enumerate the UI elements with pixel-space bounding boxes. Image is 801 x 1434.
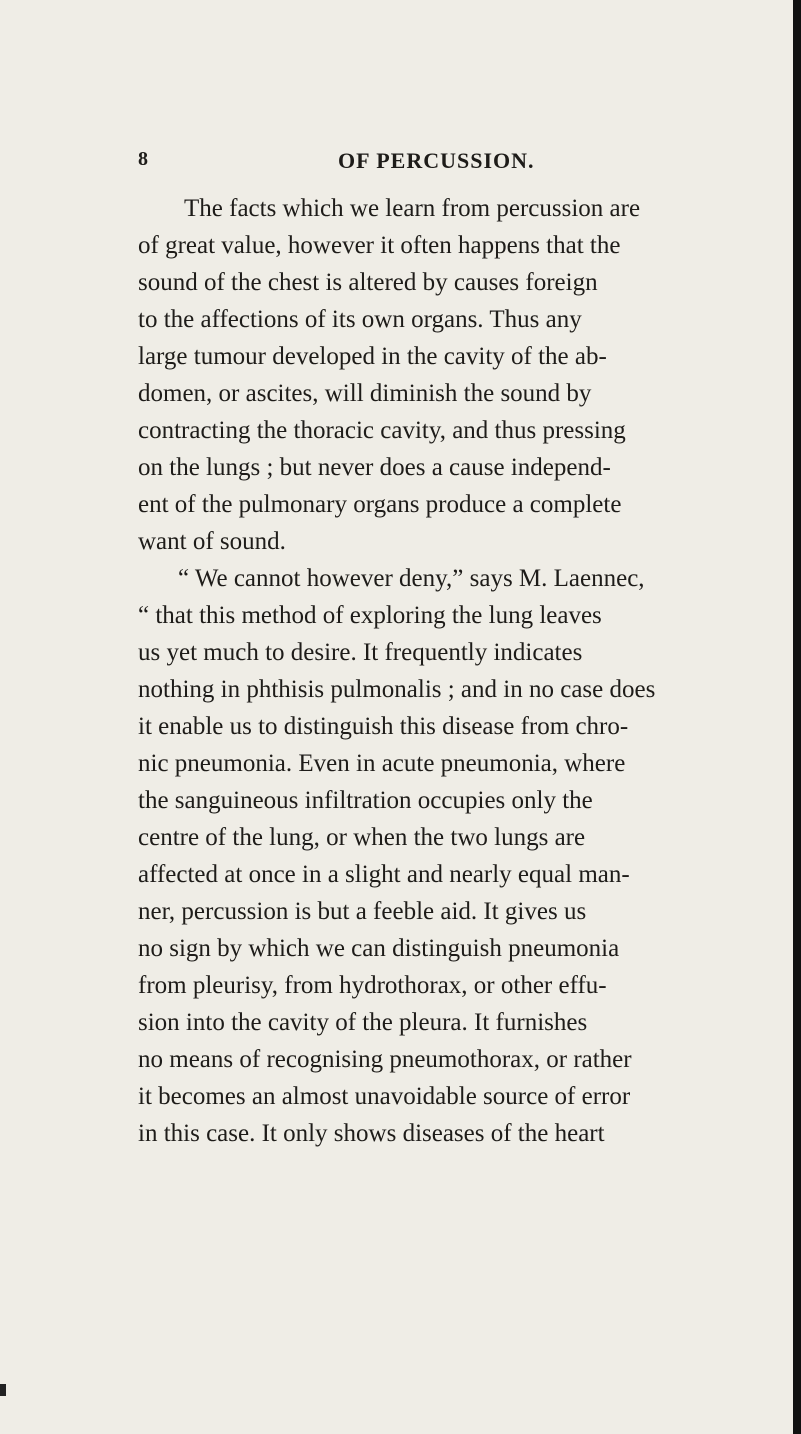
text-line: to the affections of its own organs. Thus any [138,306,582,333]
text-line: The facts which we learn from percussion are [184,195,641,222]
text-line: want of sound. [138,528,286,555]
text-line: ent of the pulmonary organs produce a complete [138,491,622,518]
body-text [138,190,738,1152]
text-line: it enable us to distinguish this disease from chro- [138,713,629,740]
text-line: “ that this method of exploring the lung leaves [138,602,602,629]
page-number: 8 [138,148,149,170]
text-line: large tumour developed in the cavity of the ab- [138,343,607,370]
text-line: the sanguineous infiltration occupies only the [138,787,593,814]
text-line: ner, percussion is but a feeble aid. It gives us [138,898,587,925]
text-line: affected at once in a slight and nearly equal man- [138,861,630,888]
text-line: nothing in phthisis pulmonalis ; and in no case does [138,676,656,703]
text-line: domen, or ascites, will diminish the sound by [138,380,592,407]
page-edge-shadow [793,0,801,1434]
page-title: OF PERCUSSION. [338,148,535,173]
text-line: no sign by which we can distinguish pneumonia [138,935,620,962]
scan-mark [0,1384,6,1396]
text-line: contracting the thoracic cavity, and thus pressing [138,417,626,444]
text-line: sion into the cavity of the pleura. It furnishes [138,1009,588,1036]
text-line: sound of the chest is altered by causes foreign [138,269,598,296]
text-line: of great value, however it often happens that the [138,232,621,259]
running-head [138,148,658,178]
text-line: centre of the lung, or when the two lungs are [138,824,586,851]
text-line: from pleurisy, from hydrothorax, or other effu- [138,972,607,999]
text-line: no means of recognising pneumothorax, or rather [138,1046,632,1073]
text-line: “ We cannot however deny,” says M. Laennec, [178,565,645,592]
text-line: us yet much to desire. It frequently indicates [138,639,583,666]
text-line: on the lungs ; but never does a cause independ- [138,454,611,481]
text-line: nic pneumonia. Even in acute pneumonia, where [138,750,626,777]
text-line: in this case. It only shows diseases of the heart [138,1120,605,1147]
text-line: it becomes an almost unavoidable source of error [138,1083,631,1110]
